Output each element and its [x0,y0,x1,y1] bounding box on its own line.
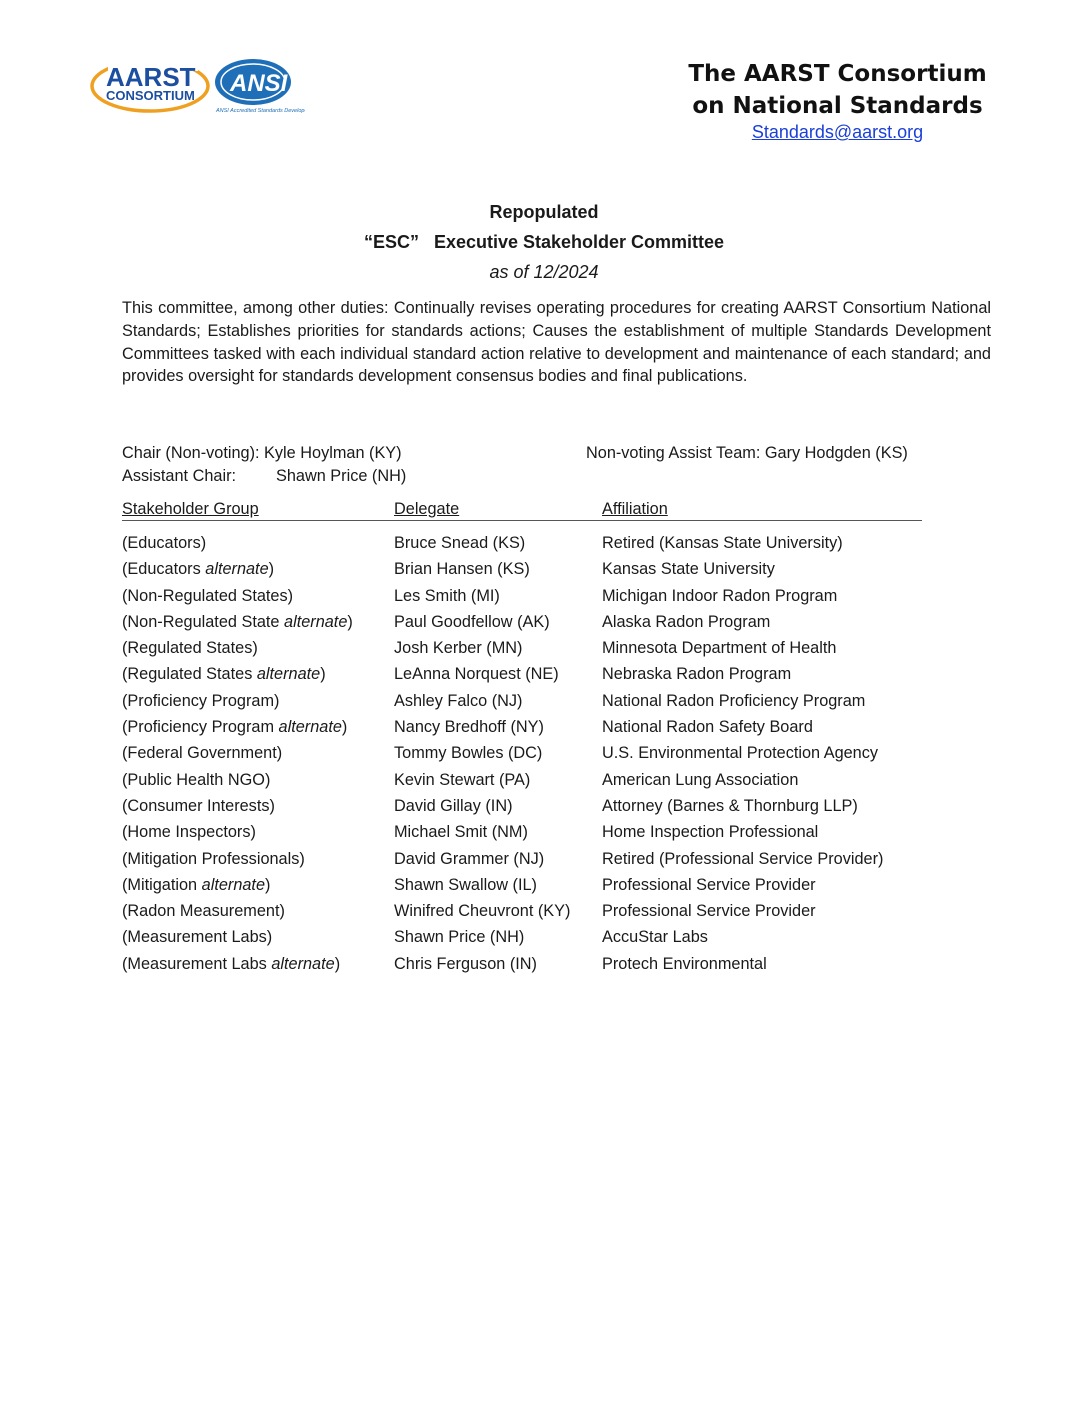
header-affiliation: Affiliation [602,500,668,518]
committee-title: “ESC” Executive Stakeholder Committee [363,232,725,252]
ansi-caption: ANSI Accredited Standards Developer [216,108,305,114]
table-row [122,924,922,950]
delegate-cell: Winifred Cheuvront (KY) [394,902,571,921]
table-row [122,530,922,556]
table-row [122,583,922,609]
stakeholder-table [122,500,922,977]
affiliation-cell: U.S. Environmental Protection Agency [602,744,879,763]
affiliation-cell: Minnesota Department of Health [602,639,837,658]
affiliation-cell: Michigan Indoor Radon Program [602,586,838,605]
group-prefix: (Mitigation [122,875,202,894]
alternate-label: alternate [205,560,269,579]
group-suffix: ) [320,665,326,684]
delegate-cell: Shawn Swallow (IL) [394,875,537,894]
delegate-cell: LeAnna Norquest (NE) [394,665,559,684]
delegate-cell: Ashley Falco (NJ) [394,691,523,710]
stakeholder-group-cell [122,661,326,687]
alternate-label: alternate [284,612,348,631]
aarst-logo-text: AARST [106,62,196,92]
affiliation-cell: Attorney (Barnes & Thornburg LLP) [602,796,858,815]
table-row [122,951,922,977]
table-row [122,635,922,661]
group-suffix: ) [341,718,348,737]
chair-line: Chair (Non-voting): Kyle Hoylman (KY) [122,444,402,462]
org-title-line2: on National Standards [692,93,983,119]
table-row [122,609,922,635]
affiliation-cell: Protech Environmental [602,954,767,973]
header-logos [90,56,305,118]
table-row [122,846,922,872]
org-title-line1: The AARST Consortium [688,61,987,87]
table-row [122,556,922,582]
stakeholder-group-cell: (Consumer Interests) [122,796,275,815]
group-suffix: ) [268,560,275,579]
org-header [640,58,1035,143]
delegate-cell: Les Smith (MI) [394,586,500,605]
document-date: as of 12/2024 [489,262,599,282]
alternate-label: alternate [271,954,335,973]
delegate-cell: Paul Goodfellow (AK) [394,612,550,631]
group-prefix: (Proficiency Program [122,718,279,737]
stakeholder-group-cell [122,714,347,740]
header-stakeholder-group: Stakeholder Group [122,500,259,518]
stakeholder-group-cell: (Non-Regulated States) [122,586,294,605]
ansi-logo-text: ANSI [230,70,288,97]
document-status: Repopulated [489,202,599,222]
delegate-cell: Josh Kerber (MN) [394,639,523,658]
affiliation-cell: AccuStar Labs [602,928,708,947]
delegate-cell: David Grammer (NJ) [394,849,545,868]
stakeholder-group-cell: (Regulated States) [122,639,258,658]
table-row [122,740,922,766]
affiliation-cell: Retired (Professional Service Provider) [602,849,884,868]
table-row [122,714,922,740]
delegate-cell: David Gillay (IN) [394,796,513,815]
stakeholder-group-cell: (Home Inspectors) [122,823,256,842]
stakeholder-group-cell: (Public Health NGO) [122,770,271,789]
stakeholder-group-cell [122,556,274,582]
group-suffix: ) [265,875,271,894]
affiliation-cell: Home Inspection Professional [602,823,819,842]
stakeholder-group-cell: (Measurement Labs) [122,928,273,947]
table-row [122,767,922,793]
email-link[interactable]: Standards@aarst.org [751,122,924,142]
group-suffix: ) [334,954,341,973]
group-suffix: ) [347,612,353,631]
table-row [122,898,922,924]
stakeholder-group-cell: (Mitigation Professionals) [122,849,305,868]
table-body [122,530,922,977]
assistant-chair-label: Assistant Chair: [122,467,237,485]
delegate-cell: Brian Hansen (KS) [394,560,530,579]
header-delegate: Delegate [394,500,460,518]
alternate-label: alternate [201,875,266,894]
group-prefix: (Educators [122,560,206,579]
table-row [122,872,922,898]
aarst-ansi-logo [90,56,305,118]
stakeholder-group-cell: (Proficiency Program) [122,691,280,710]
affiliation-cell: American Lung Association [602,770,799,789]
stakeholder-group-cell: (Federal Government) [122,744,283,763]
delegate-cell: Kevin Stewart (PA) [394,770,531,789]
stakeholder-group-cell [122,609,353,635]
affiliation-cell: Kansas State University [602,560,775,579]
stakeholder-group-cell: (Educators) [122,534,207,552]
delegate-cell: Michael Smit (NM) [394,823,528,842]
group-prefix: (Non-Regulated State [122,612,285,631]
stakeholder-group-cell [122,872,270,898]
stakeholder-group-cell: (Radon Measurement) [122,902,285,921]
alternate-label: alternate [278,718,342,737]
affiliation-cell: Retired (Kansas State University) [602,534,843,552]
delegate-cell: Bruce Snead (KS) [394,534,526,552]
assist-team-line: Non-voting Assist Team: Gary Hodgden (KS) [586,444,908,462]
stakeholder-group-cell [122,951,340,977]
table-row [122,819,922,845]
table-row [122,688,922,714]
alternate-label: alternate [256,665,321,684]
affiliation-cell: National Radon Safety Board [602,718,813,737]
affiliation-cell: National Radon Proficiency Program [602,691,866,710]
delegate-cell: Nancy Bredhoff (NY) [394,718,544,737]
intro-paragraph: This committee, among other duties: Continually revises operating procedures for creating AARST Consortium National Standards; Establishes priorities for standards actions; Causes the establishment of multiple Standards Development Committees tasked with each individual standard action relative to development and maintenance of each standard; and provides oversight for standards development consensus bodies and final publications. [122,299,991,386]
affiliation-cell: Professional Service Provider [602,875,816,894]
affiliation-cell: Alaska Radon Program [602,612,771,631]
delegate-cell: Tommy Bowles (DC) [394,744,543,763]
table-row [122,661,922,687]
consortium-logo-text: CONSORTIUM [106,88,195,103]
assistant-chair-name: Shawn Price (NH) [276,467,407,485]
group-prefix: (Regulated States [122,665,257,684]
affiliation-cell: Nebraska Radon Program [602,665,792,684]
table-header [122,500,922,521]
table-row [122,793,922,819]
delegate-cell: Chris Ferguson (IN) [394,954,537,973]
group-prefix: (Measurement Labs [122,954,272,973]
affiliation-cell: Professional Service Provider [602,902,816,921]
delegate-cell: Shawn Price (NH) [394,928,525,947]
